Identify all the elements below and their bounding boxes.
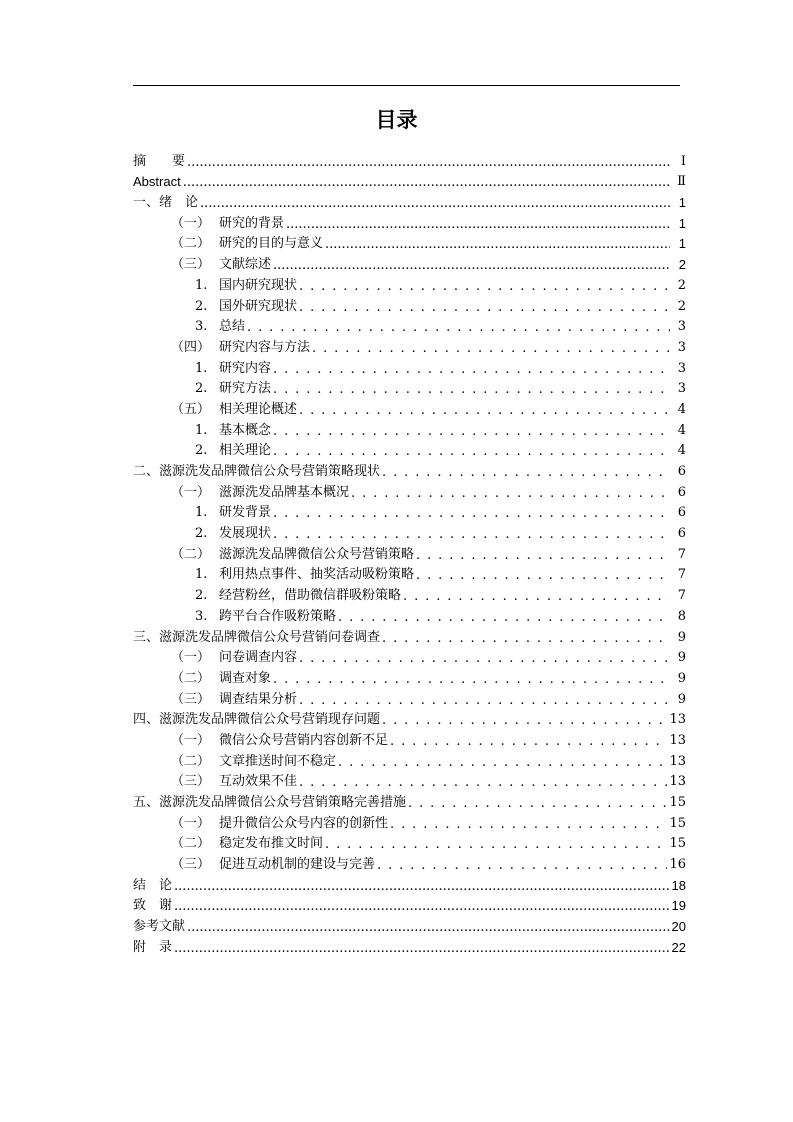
toc-entry-number: （一） [171,215,211,231]
dot-leader [273,360,670,378]
toc-entry-page-number: 6 [677,484,686,500]
toc-entry-page-number: 6 [677,464,686,479]
toc-entry-title: 微信公众号营销内容创新不足 [219,732,389,748]
toc-entry-title: 滋源洗发品牌微信公众号营销策略 [219,546,415,562]
toc-entry-page-number: 13 [669,774,686,790]
dot-leader [338,753,667,771]
dot-leader [174,877,670,895]
toc-entry-number: （四） [171,339,211,355]
toc-entry[interactable] [133,171,686,192]
dot-leader [312,339,670,357]
toc-entry[interactable] [133,316,686,337]
table-of-contents [133,150,686,957]
toc-entry-title: 滋源洗发品牌基本概况 [219,484,350,500]
toc-entry-number: （三） [171,257,211,273]
toc-entry[interactable] [133,667,686,688]
toc-entry[interactable] [133,522,686,543]
toc-entry-page-number: 4 [677,401,686,417]
toc-entry[interactable] [133,419,686,440]
toc-entry[interactable] [133,771,686,792]
toc-entry-number: （三） [171,857,211,873]
toc-entry[interactable] [133,274,686,295]
dot-leader [273,504,670,522]
toc-entry[interactable] [133,440,686,461]
toc-entry-number: 2. [195,588,208,604]
toc-entry[interactable] [133,750,686,771]
toc-entry[interactable] [133,150,686,171]
dot-leader [408,794,667,812]
dot-leader [325,235,670,253]
toc-entry[interactable] [133,709,686,730]
toc-entry-number: 1. [195,360,208,376]
toc-entry-number: 一、 [133,195,160,211]
toc-entry[interactable] [133,398,686,419]
toc-entry-number: 二、 [133,464,160,479]
toc-entry-title: 滋源洗发品牌微信公众号营销问卷调查 [159,629,381,645]
toc-entry-title: 相关理论 [219,443,272,459]
toc-entry-page-number: 3 [677,381,686,397]
dot-leader [299,691,670,709]
toc-entry-title: 研究的目的与意义 [219,236,324,252]
toc-entry-number: 3. [195,319,208,335]
toc-entry[interactable] [133,626,686,647]
toc-entry-number: 2. [195,526,208,542]
dot-leader [299,773,667,791]
dot-leader [286,215,670,233]
toc-entry-number: 1. [195,277,208,293]
toc-entry-page-number: 2 [678,257,686,273]
toc-entry-number: 2. [195,298,208,314]
toc-entry-title: 研究内容与方法 [219,339,311,355]
dot-leader [338,608,670,626]
toc-entry-title: 国外研究现状 [219,298,298,314]
toc-entry-number: （三） [171,774,211,790]
toc-entry[interactable] [133,605,686,626]
toc-entry-title: 结 论 [133,877,173,893]
dot-leader [382,463,670,481]
dot-leader [377,856,667,874]
toc-entry-title: 致 谢 [133,898,173,914]
toc-entry-title: 基本概念 [219,422,272,438]
toc-entry-page-number: 15 [669,815,686,831]
toc-entry[interactable] [133,729,686,750]
dot-leader [174,939,670,957]
toc-entry-title: 总结 [219,319,246,335]
toc-entry-page-number: 6 [677,505,686,521]
toc-entry-title: 相关理论概述 [219,401,298,417]
toc-entry[interactable] [133,212,686,233]
toc-entry-page-number: 15 [669,836,686,852]
toc-entry-title: 滋源洗发品牌微信公众号营销策略完善措施 [159,795,407,810]
toc-entry-page-number: 9 [677,629,686,645]
toc-entry-page-number: 9 [677,691,686,707]
toc-entry-page-number: 7 [677,567,686,583]
toc-entry-number: （二） [171,546,211,562]
dot-leader [273,442,670,460]
toc-entry[interactable] [133,295,686,316]
toc-entry[interactable] [133,853,686,874]
toc-entry[interactable] [133,688,686,709]
toc-entry-title: 稳定发布推文时间 [219,836,324,852]
dot-leader [382,711,667,729]
toc-entry-title: 经营粉丝，借助微信群吸粉策略 [219,588,402,604]
dot-leader [416,546,670,564]
toc-entry[interactable] [133,481,686,502]
toc-entry[interactable] [133,936,686,957]
toc-entry-number: 三、 [133,629,160,645]
toc-entry-page-number: 9 [677,650,686,666]
toc-entry-title: 利用热点事件、抽奖活动吸粉策略 [219,567,415,583]
toc-entry-page-number: 4 [677,443,686,459]
toc-entry-number: （三） [171,691,211,707]
toc-entry-title: 滋源洗发品牌微信公众号营销策略现状 [159,464,381,479]
toc-entry-page-number: 7 [677,546,686,562]
dot-leader [273,525,670,543]
dot-leader [183,173,670,191]
dot-leader [273,670,670,688]
toc-entry-page-number: 3 [677,319,686,335]
toc-entry-page-number: Ⅱ [677,174,686,190]
toc-entry-title: 提升微信公众号内容的创新性 [219,815,389,831]
toc-entry-title: 研发背景 [219,505,272,521]
toc-entry-number: 1. [195,505,208,521]
toc-entry-title: 研究方法 [219,381,272,397]
toc-entry[interactable] [133,584,686,605]
toc-entry-title: 国内研究现状 [219,277,298,293]
toc-entry-title: 促进互动机制的建设与完善 [219,857,376,873]
toc-entry-title: 互动效果不佳 [219,774,298,790]
toc-entry[interactable] [133,543,686,564]
toc-entry-page-number: 1 [678,236,686,252]
dot-leader [403,587,670,605]
toc-entry-number: （一） [171,650,211,666]
toc-entry-title: Abstract [133,174,181,190]
header-rule [133,85,680,86]
toc-entry-number: （二） [171,753,211,769]
toc-entry-page-number: 1 [678,215,686,231]
toc-entry-page-number: 3 [677,339,686,355]
toc-entry[interactable] [133,874,686,895]
toc-entry-title: 发展现状 [219,526,272,542]
toc-entry-page-number: Ⅰ [680,153,686,169]
toc-entry-page-number: 3 [677,360,686,376]
toc-entry-page-number: 22 [671,939,686,955]
toc-entry[interactable] [133,336,686,357]
toc-entry[interactable] [133,833,686,854]
toc-entry[interactable] [133,233,686,254]
toc-entry-title: 调查对象 [219,670,272,686]
toc-entry[interactable] [133,253,686,274]
toc-entry-title: 问卷调查内容 [219,650,298,666]
toc-entry-number: 1. [195,567,208,583]
toc-entry[interactable] [133,915,686,936]
toc-entry-number: 五、 [133,795,160,810]
dot-leader [299,401,670,419]
dot-leader [247,318,670,336]
toc-entry[interactable] [133,191,686,212]
toc-entry-page-number: 18 [671,877,686,893]
toc-entry-number: （二） [171,836,211,852]
toc-entry[interactable] [133,791,686,812]
toc-entry-number: 2. [195,381,208,397]
toc-entry-page-number: 16 [669,857,686,873]
toc-entry-title: 跨平台合作吸粉策略 [219,608,337,624]
toc-entry-title: 附 录 [133,939,173,955]
dot-leader [382,629,670,647]
toc-entry-page-number: 2 [677,277,686,293]
dot-leader [187,153,670,171]
toc-entry-page-number: 19 [671,898,686,914]
dot-leader [299,649,670,667]
toc-entry-title: 文献综述 [219,257,272,273]
dot-leader [174,897,670,915]
toc-entry-page-number: 13 [669,712,686,728]
dot-leader [273,256,670,274]
toc-entry-number: （二） [171,236,211,252]
toc-entry-number: 四、 [133,712,160,728]
toc-entry-title: 调查结果分析 [219,691,298,707]
dot-leader [273,380,670,398]
dot-leader [200,194,670,212]
toc-entry-page-number: 4 [677,422,686,438]
toc-entry[interactable] [133,502,686,523]
toc-entry-number: 3. [195,608,208,624]
page-title: 目录 [375,108,418,132]
dot-leader [273,422,670,440]
toc-entry-title: 摘 要 [133,153,186,169]
toc-entry[interactable] [133,564,686,585]
toc-entry[interactable] [133,357,686,378]
toc-entry-number: （一） [171,484,211,500]
dot-leader [351,484,670,502]
toc-entry-number: （二） [171,670,211,686]
toc-entry-page-number: 2 [677,298,686,314]
toc-entry[interactable] [133,812,686,833]
dot-leader [390,815,667,833]
toc-entry-page-number: 15 [669,795,686,810]
toc-entry-page-number: 9 [677,670,686,686]
dot-leader [390,732,667,750]
toc-entry-title: 研究的背景 [219,215,285,231]
dot-leader [299,277,670,295]
toc-entry-title: 文章推送时间不稳定 [219,753,337,769]
toc-entry-title: 滋源洗发品牌微信公众号营销现存问题 [159,712,381,728]
toc-entry[interactable] [133,647,686,668]
dot-leader [299,298,670,316]
toc-entry-number: （一） [171,815,211,831]
toc-entry-title: 研究内容 [219,360,272,376]
toc-entry-page-number: 6 [677,526,686,542]
dot-leader [187,918,670,936]
toc-entry-page-number: 1 [678,195,686,211]
toc-entry[interactable] [133,378,686,399]
toc-entry-number: （一） [171,732,211,748]
toc-entry-page-number: 13 [669,732,686,748]
toc-entry-number: （五） [171,401,211,417]
toc-entry-title: 绪 论 [159,195,199,211]
toc-entry-page-number: 20 [671,919,686,935]
toc-entry[interactable] [133,895,686,916]
dot-leader [416,566,670,584]
toc-entry-page-number: 13 [669,753,686,769]
toc-entry-number: 2. [195,443,208,459]
dot-leader [325,835,667,853]
toc-entry[interactable] [133,460,686,481]
toc-entry-page-number: 8 [677,608,686,624]
toc-entry-title: 参考文献 [133,919,186,935]
toc-entry-number: 1. [195,422,208,438]
toc-entry-page-number: 7 [677,588,686,604]
